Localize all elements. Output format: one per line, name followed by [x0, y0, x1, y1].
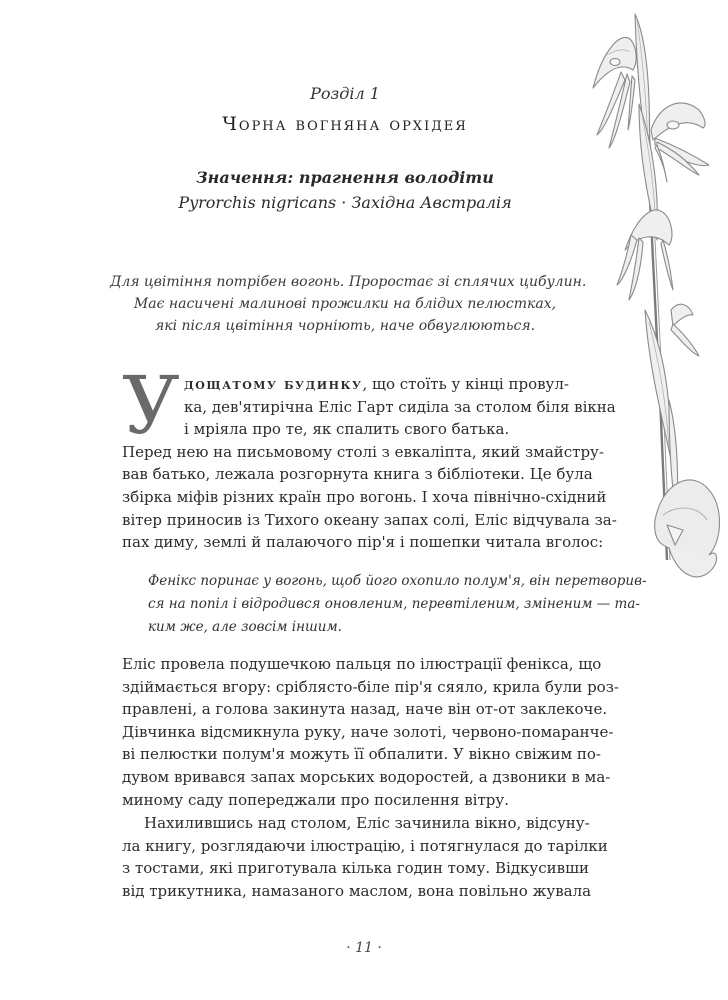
paragraph-line: правлені, а голова закинута назад, наче він от-от заклекоче. — [122, 700, 608, 719]
chapter-title: Чорна вогняна орхідея — [222, 113, 468, 135]
quote-line: ся на попіл і відродився оновленим, перевтіленим, зміненим — та- — [148, 596, 640, 612]
chapter-label: Розділ 1 — [310, 84, 380, 103]
paragraph-line: вав батько, лежала розгорнута книга з бібліотеки. Це була — [122, 465, 593, 484]
epigraph-line: які після цвітіння чорніють, наче обвуглюються. — [154, 318, 536, 334]
orchid-flower — [651, 103, 705, 140]
paragraph-line: ві пелюстки полум'я можуть її обпалити. У вікно свіжим по- — [122, 745, 601, 764]
paragraph-2 — [122, 653, 619, 811]
paragraph-line: Дівчинка відсмикнула руку, наче золоті, червоно-помаранче- — [122, 722, 614, 741]
paragraph-line: миному саду попереджали про посилення вітру. — [122, 790, 509, 809]
paragraph-line: збірка міфів різних країн про вогонь. І хоча північно-східний — [122, 487, 607, 506]
quote-line: Фенікс поринає у вогонь, щоб його охопило полум'я, він перетворив- — [148, 573, 647, 589]
orchid-illustration — [585, 0, 728, 600]
lead-words: дощатому будинку — [184, 375, 363, 393]
epigraph-line: Для цвітіння потрібен вогонь. Проростає зі сплячих цибулин. — [110, 274, 587, 290]
first-line-rest: , що стоїть у кінці провул- — [362, 375, 569, 393]
paragraph-line — [184, 373, 584, 396]
paragraph-line: ка, дев'ятирічна Еліс Гарт сиділа за столом біля вікна — [184, 397, 616, 416]
paragraph-line: пах диму, землі й палаючого пір'я і пошепки читала вголос: — [122, 533, 604, 552]
paragraph-line: від трикутника, намазаного маслом, вона повільно жувала — [122, 881, 592, 900]
paragraph-line: з тостами, які приготувала кілька годин тому. Відкусивши — [122, 859, 590, 878]
epigraph-line: Має насичені малинові прожилки на блідих пелюстках, — [133, 296, 557, 312]
chapter-species: Pyrorchis nigricans · Західна Австралія — [178, 193, 512, 212]
epigraph — [110, 271, 587, 337]
paragraph-line: здіймається вгору: сріблясто-біле пір'я сяяло, крила були роз- — [122, 677, 619, 696]
paragraph-line: вітер приносив із Тихого океану запах солі, Еліс відчувала за- — [122, 510, 617, 529]
phoenix-quote — [148, 570, 647, 639]
paragraph-line: Перед нею на письмовому столі з евкаліпта, який змайстру- — [122, 442, 604, 461]
paragraph-line: Нахилившись над столом, Еліс зачинила вікно, відсуну- — [144, 814, 590, 832]
chapter-meaning: Значення: прагнення володіти — [196, 168, 494, 187]
paragraph-line: Еліс провела подушечкою пальця по ілюстрації фенікса, що — [122, 655, 602, 673]
quote-line: ким же, але зовсім іншим. — [148, 619, 342, 635]
paragraph-3 — [122, 812, 608, 902]
paragraph-1 — [122, 373, 617, 554]
page-number: · 11 · — [346, 940, 382, 956]
paragraph-line: і мріяла про те, як спалить свого батька. — [184, 420, 510, 439]
paragraph-line: дувом вривався запах морських водоростей, а дзвоники в ма- — [122, 767, 611, 786]
drop-cap: У — [122, 359, 180, 452]
orchid-leaf — [645, 310, 671, 460]
paragraph-line: ла книгу, розглядаючи ілюстрацію, і потягнулася до тарілки — [122, 836, 608, 855]
